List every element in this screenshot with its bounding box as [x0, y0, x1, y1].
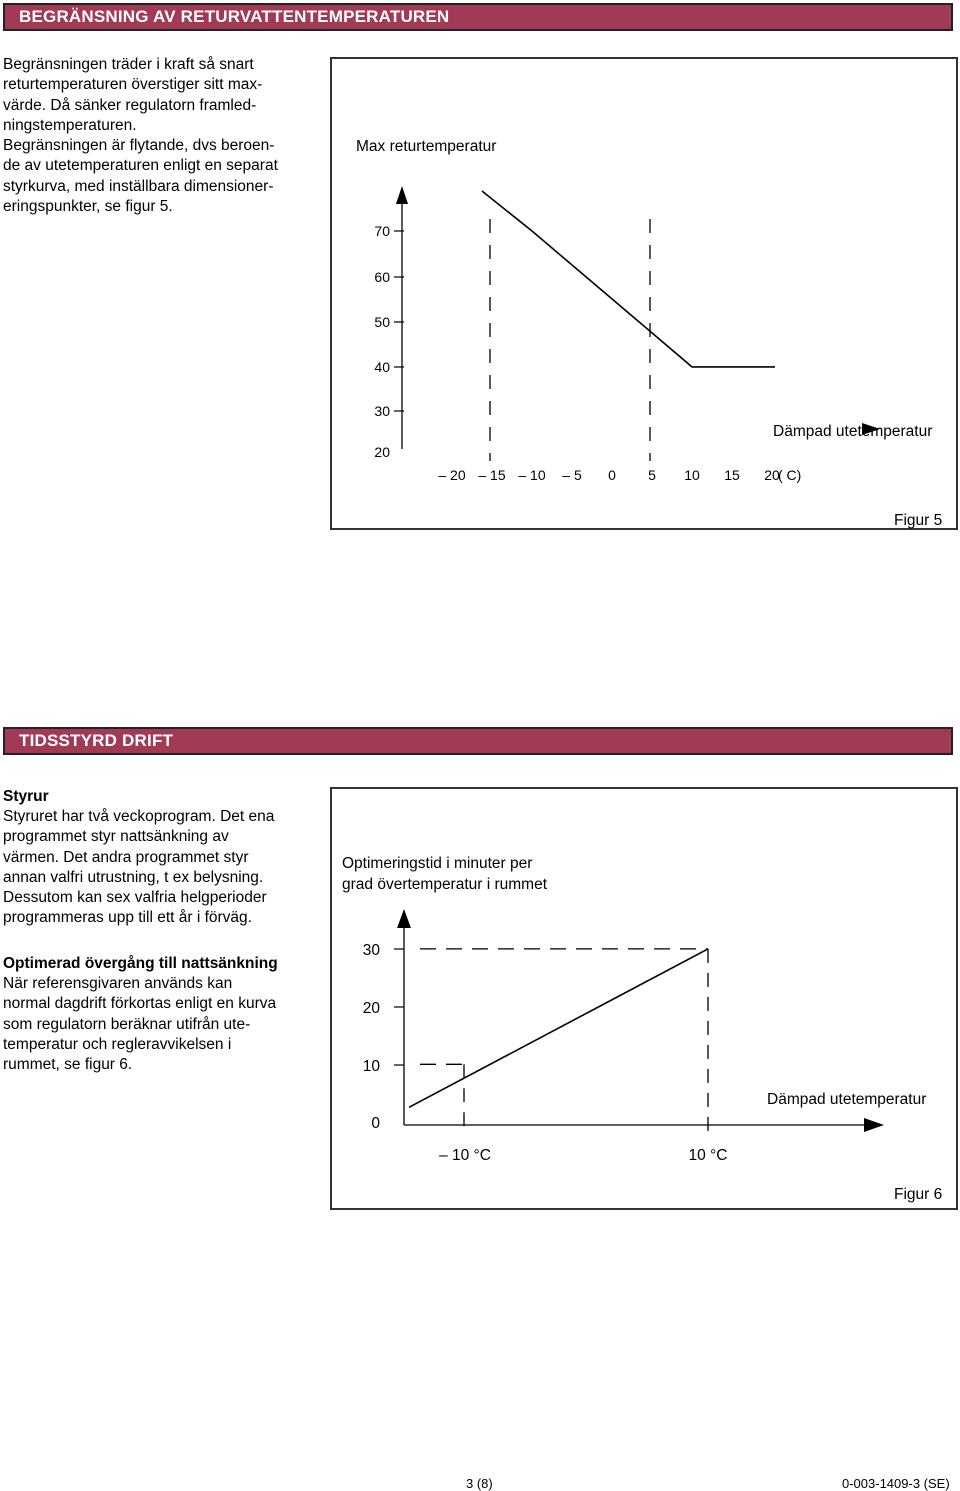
- figure-6-x-tick-label: 10 °C: [688, 1147, 728, 1164]
- figure-5-y-tick-label: 40: [374, 359, 390, 375]
- figure-6: [330, 787, 958, 1210]
- figure-5-label: Figur 5: [894, 512, 943, 529]
- figure-5-chart: [332, 59, 960, 532]
- figure-6-y-tick-label: 20: [362, 1000, 380, 1017]
- figure-5-x-tick-label: – 10: [518, 467, 546, 483]
- figure-6-y-tick-label: 0: [371, 1115, 380, 1132]
- figure-6-label: Figur 6: [894, 1186, 943, 1203]
- figure-5-x-tick-label: – 20: [438, 467, 466, 483]
- figure-6-x-tick-label: – 10 °C: [439, 1147, 491, 1164]
- figure-5-y-tick-label: 20: [374, 444, 390, 460]
- figure-6-y-tick-label: 30: [362, 942, 380, 959]
- figure-6-y-ticks: [363, 942, 404, 1132]
- return-limit-paragraph: Begränsningen träder i kraft så snart returtemperaturen överstiger sitt max- värde. Då sänker regulatorn framled- ningstemperaturen. Begränsningen är flytande, dvs beroen- de av utetemperaturen enligt en separat styrkurva, med inställbara dimensioner- eringspunkter, se figur 5.: [3, 56, 278, 216]
- figure-5-x-unit: ( C): [778, 467, 802, 483]
- figure-5-ylabel: Max returtemperatur: [356, 138, 497, 155]
- figure-6-y-tick-label: 10: [362, 1058, 380, 1075]
- optimized-heading: Optimerad övergång till nattsänkning: [3, 955, 278, 972]
- figure-5-y-tick-label: 70: [374, 223, 390, 239]
- section-title-timed: TIDSSTYRD DRIFT: [3, 727, 953, 755]
- document-code: 0-003-1409-3 (SE): [842, 1476, 950, 1491]
- figure-5-curve: [482, 191, 775, 367]
- figure-5-y-tick-label: 30: [374, 403, 390, 419]
- figure-5-x-tick-label: 10: [684, 467, 700, 483]
- figure-6-dimension-lines: [420, 949, 708, 1135]
- figure-6-curve: [409, 949, 708, 1107]
- figure-6-y-arrow: [397, 909, 411, 928]
- figure-5-x-ticks: [438, 467, 780, 483]
- optimized-paragraph: När referensgivaren används kan normal dagdrift förkortas enligt en kurva som regulatorn beräknar utifrån ute- temperatur och regleravvikelsen i rummet, se figur 6.: [3, 975, 277, 1074]
- section-title-return-limit: BEGRÄNSNING AV RETURVATTENTEMPERATUREN: [3, 3, 953, 31]
- figure-5-x-tick-label: – 5: [562, 467, 582, 483]
- figure-5-y-ticks: [374, 223, 404, 460]
- figure-6-x-arrow: [864, 1118, 884, 1132]
- figure-5-xlabel: Dämpad utetemperatur: [773, 423, 933, 440]
- styrur-paragraph: Styruret har två veckoprogram. Det ena programmet styr nattsänkning av värmen. Det andra programmet styr annan valfri utrustning, t ex belysning. Dessutom kan sex valfria helgperioder programmeras upp till ett år i förväg.: [3, 808, 275, 927]
- figure-6-xlabel: Dämpad utetemperatur: [767, 1091, 927, 1108]
- figure-6-chart: [332, 789, 960, 1212]
- figure-6-x-ticks: [439, 1147, 727, 1164]
- figure-5-dimension-lines: [490, 219, 650, 461]
- figure-5-y-tick-label: 50: [374, 314, 390, 330]
- figure-6-ylabel: Optimeringstid i minuter per grad övertemperatur i rummet: [342, 855, 548, 893]
- figure-5-x-tick-label: 20: [764, 467, 780, 483]
- figure-5-x-tick-label: 0: [608, 467, 616, 483]
- figure-5-x-tick-label: 5: [648, 467, 656, 483]
- figure-5-x-tick-label: – 15: [478, 467, 506, 483]
- figure-5-y-tick-label: 60: [374, 269, 390, 285]
- page-number: 3 (8): [466, 1476, 493, 1491]
- styrur-heading: Styrur: [3, 788, 49, 805]
- figure-5-y-arrow: [396, 186, 408, 204]
- figure-5-x-tick-label: 15: [724, 467, 740, 483]
- figure-5: [330, 57, 958, 530]
